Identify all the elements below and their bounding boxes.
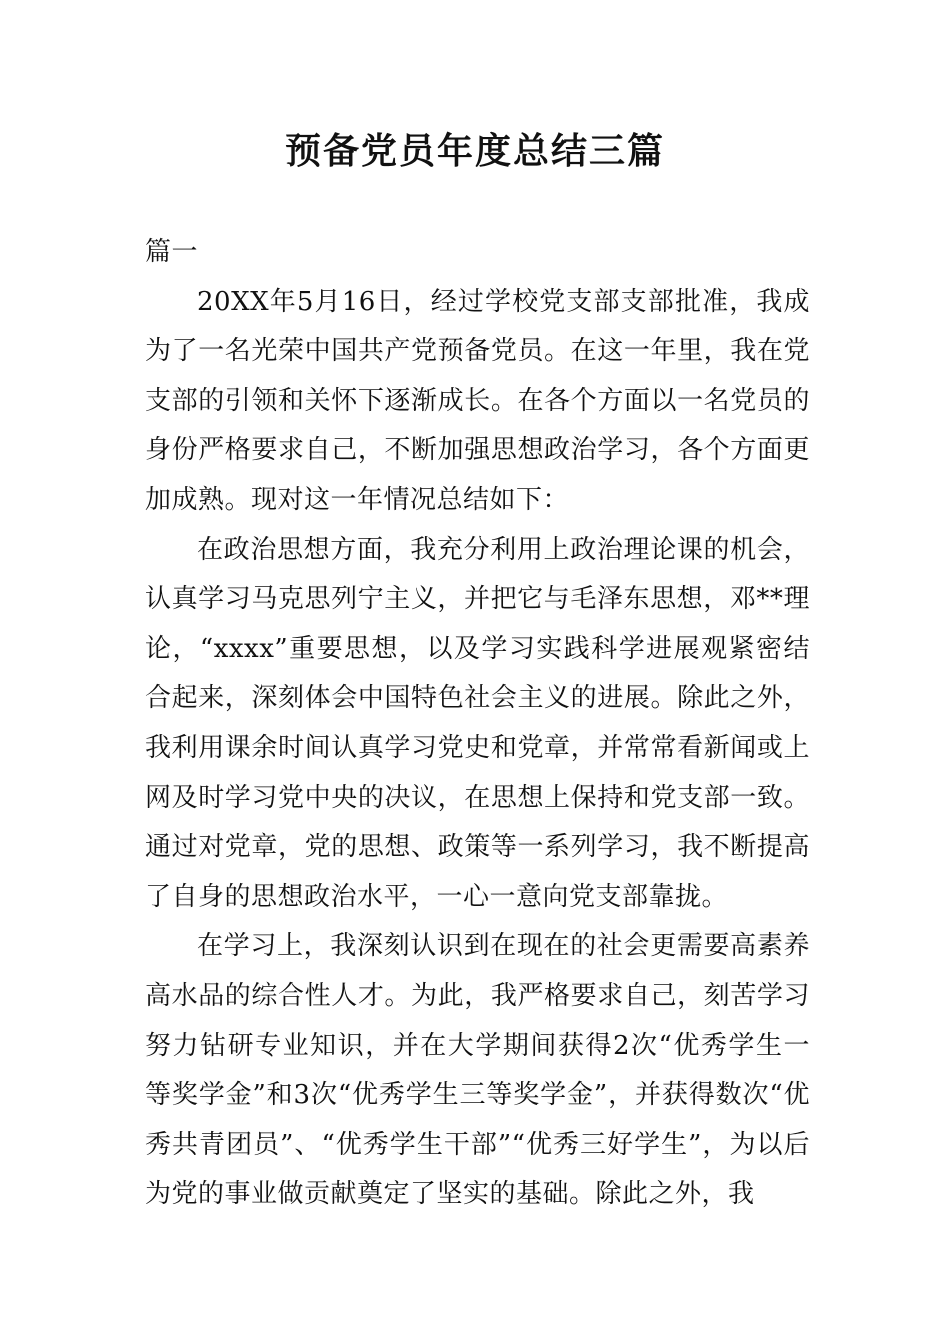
paragraph-3: 在学习上，我深刻认识到在现在的社会更需要高素养高水品的综合性人才。为此，我严格要求自己，刻苦学习努力钻研专业知识，并在大学期间获得2次“优秀学生一等奖学金”和3次“优秀学生三等奖学金”，并获得数次“优秀共青团员”、“优秀学生干部”“优秀三好学生”，为以后为党的事业做贡献奠定了坚实的基础。除此之外，我 xyxy=(145,931,810,1210)
paragraph-2: 在政治思想方面，我充分利用上政治理论课的机会，认真学习马克思列宁主义，并把它与毛泽东思想，邓**理论，“xxxx”重要思想，以及学习实践科学进展观紧密结合起来，深刻体会中国特色社会主义的进展。除此之外，我利用课余时间认真学习党史和党章，并常常看新闻或上网及时学习党中央的决议，在思想上保持和党支部一致。通过对党章，党的思想、政策等一系列学习，我不断提高了自身的思想政治水平，一心一意向党支部靠拢。 xyxy=(145,534,810,912)
section-label: 篇一 xyxy=(145,237,199,267)
document-body xyxy=(145,228,810,1220)
paragraph-1: 20XX年5月16日，经过学校党支部支部批准，我成为了一名光荣中国共产党预备党员。在这一年里，我在党支部的引领和关怀下逐渐成长。在各个方面以一名党员的身份严格要求自己，不断加强思想政治学习，各个方面更加成熟。现对这一年情况总结如下： xyxy=(145,286,810,515)
page-title: 预备党员年度总结三篇 xyxy=(284,131,665,172)
